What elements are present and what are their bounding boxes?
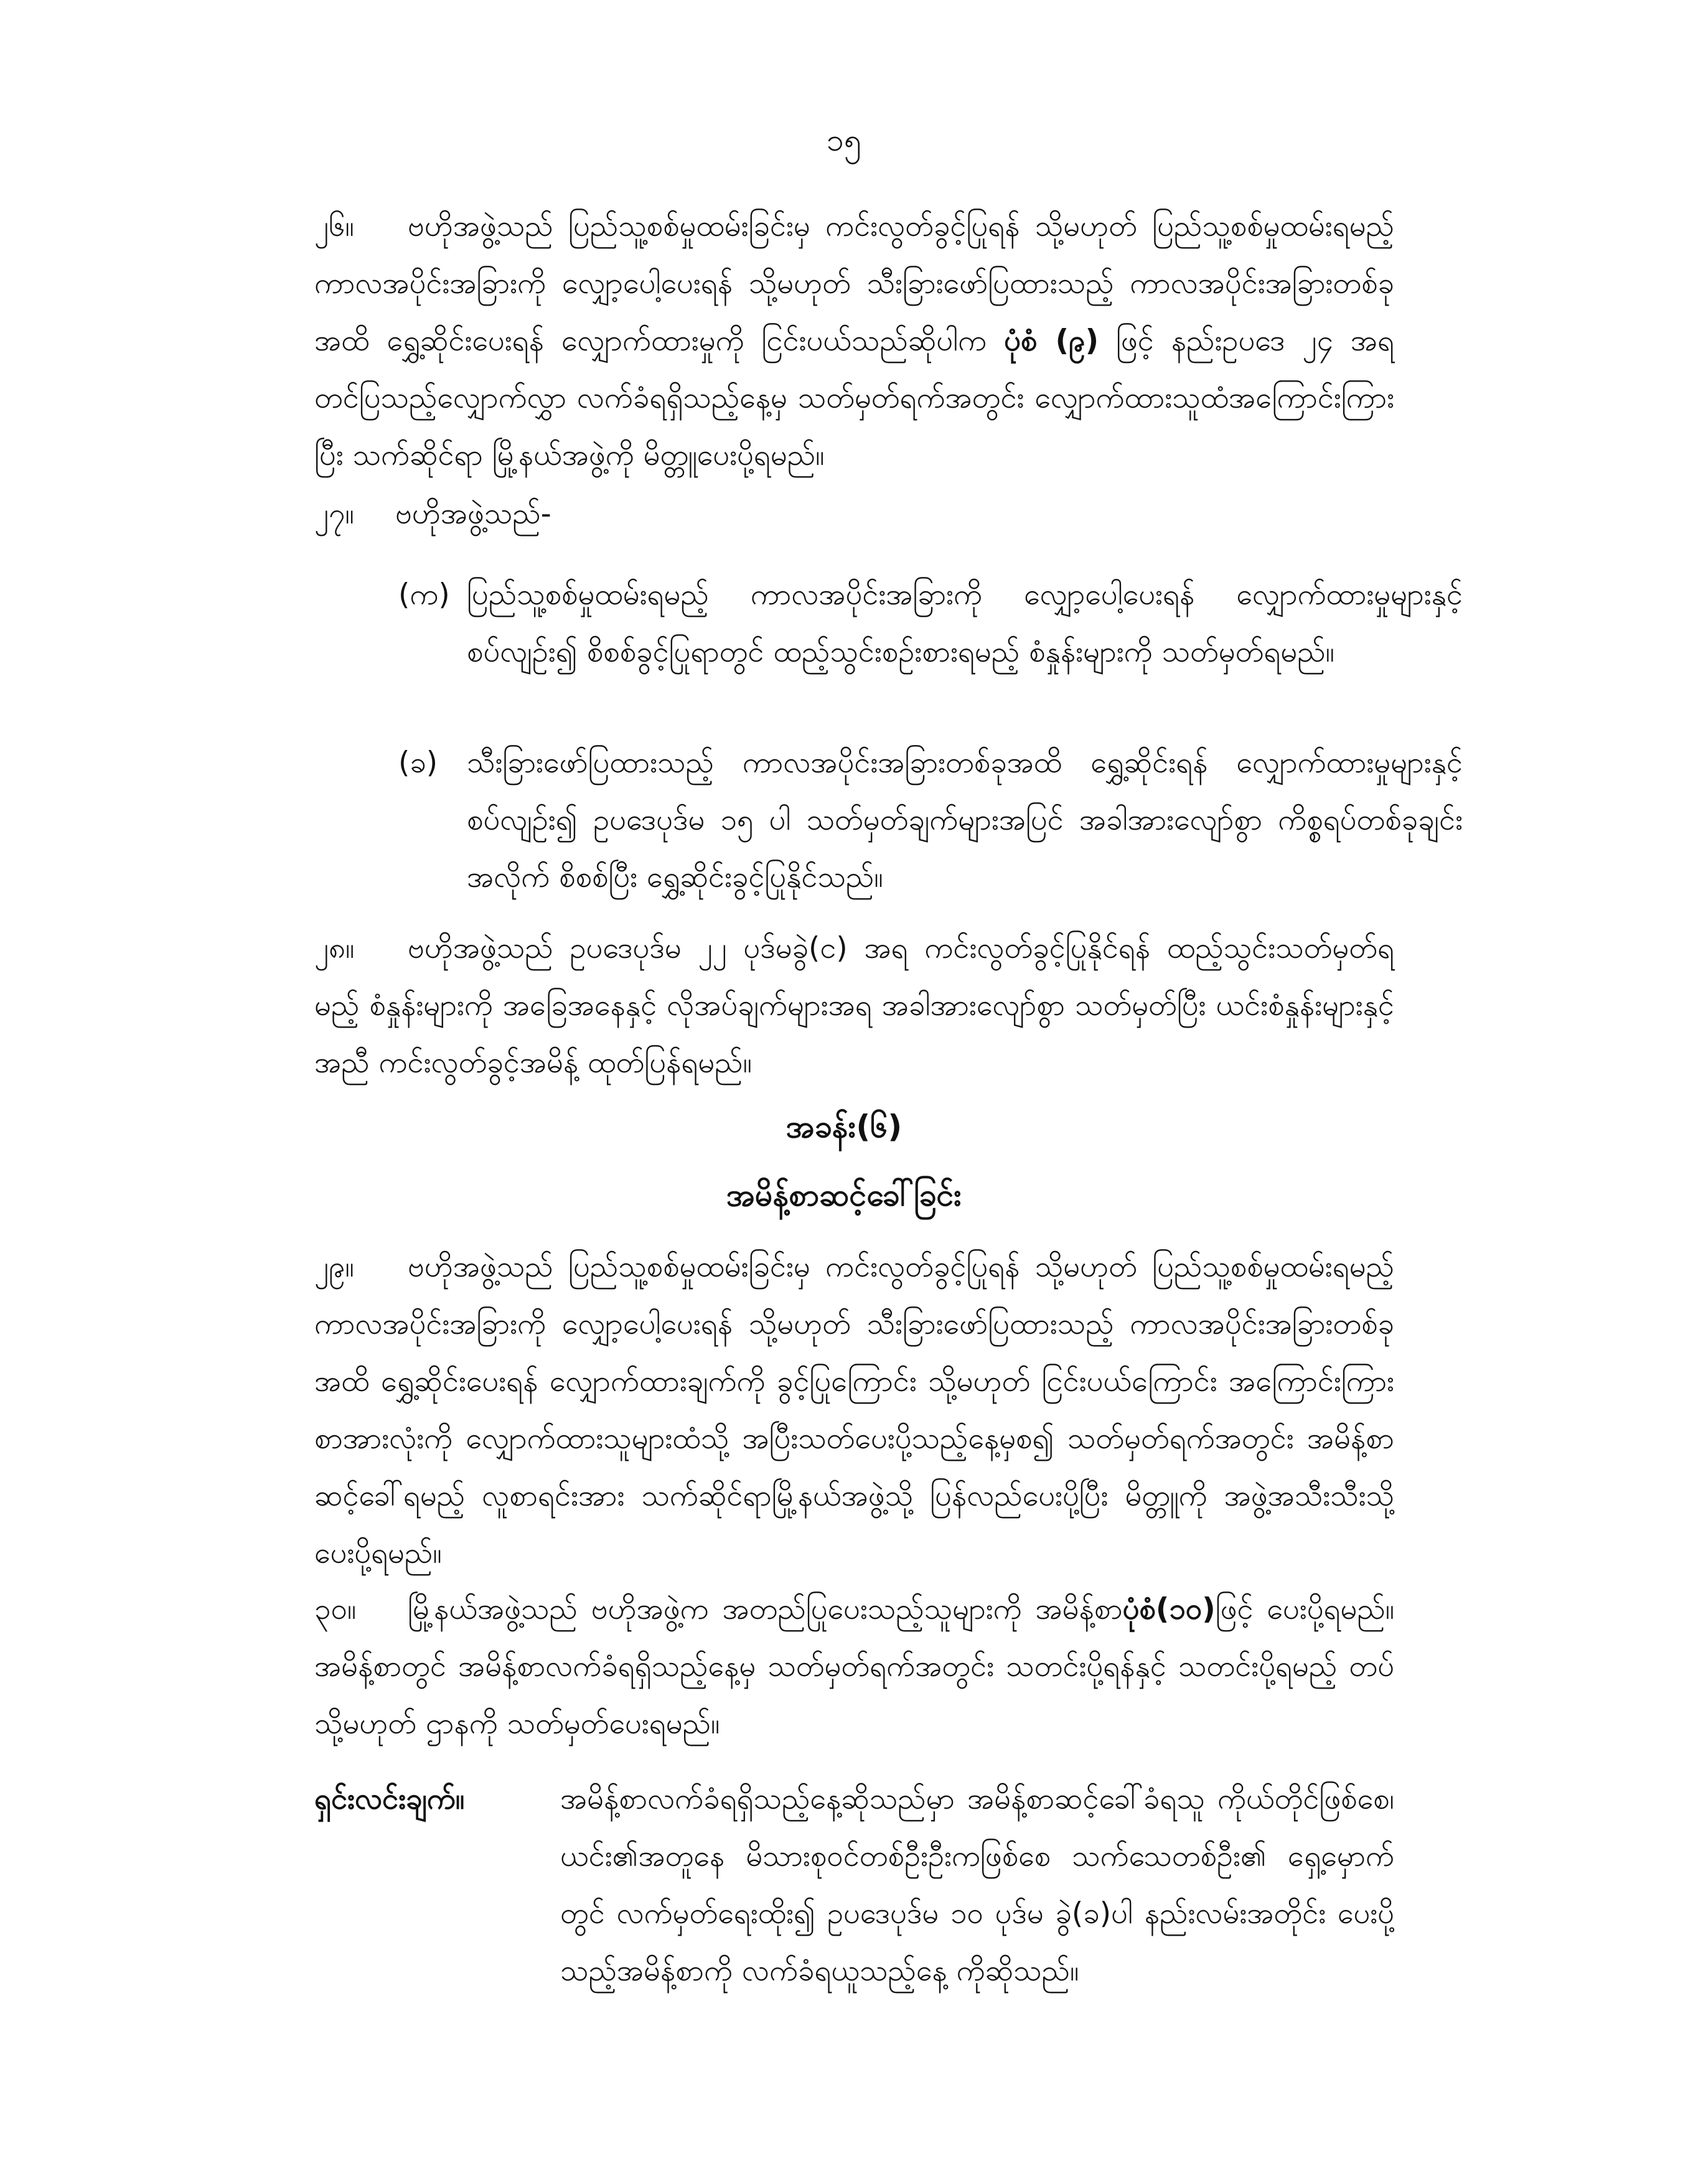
paragraph-number: ၂၆။ [314,209,354,243]
paragraph-number: ၂၉။ [314,1250,354,1284]
paragraph-number: ၂၈။ [314,931,355,965]
paragraph-number: ၂၇။ [314,497,354,531]
explanation-label: ရှင်းလင်းချက်။ [314,1782,465,1816]
paragraph-text: ဗဟိုအဖွဲ့သည် ပြည်သူ့စစ်မှုထမ်းခြင်းမှ ကင်းလွတ်ခွင့်ပြုရန် သို့မဟုတ် ပြည်သူ့စစ်မှုထမ်းရမည့် ကာလအပိုင်းအခြားကို လျှော့ပေါ့ပေးရန် သို့မဟုတ် သီးခြားဖော်ပြထားသည့် ကာလအပိုင်းအခြားတစ်ခုအထိ ရွှေ့ဆိုင်းပေးရန် လျှောက်ထားချက်ကို ခွင့်ပြုကြောင်း သို့မဟုတ် ငြင်းပယ်ကြောင်း အကြောင်းကြားစာအားလုံးကို လျှောက်ထားသူများထံသို့ အပြီးသတ်ပေးပို့သည့်နေ့မှစ၍ သတ်မှတ်ရက်အတွင်း အမိန့်စာဆင့်ခေါ်ရမည့် လူစာရင်းအား သက်ဆိုင်ရာမြို့နယ်အဖွဲ့သို့ ပြန်လည်ပေးပို့ပြီး မိတ္တူကို အဖွဲ့အသီးသီးသို့ပေးပို့ရမည်။ [314,1250,1394,1570]
page-number: ၁၅ [826,122,862,158]
paragraph-text: ဗဟိုအဖွဲ့သည် ပြည်သူ့စစ်မှုထမ်းခြင်းမှ ကင်းလွတ်ခွင့်ပြုရန် သို့မဟုတ် ပြည်သူ့စစ်မှုထမ်းရမည့် ကာလအပိုင်းအခြားကို လျှော့ပေါ့ပေးရန် သို့မဟုတ် သီးခြားဖော်ပြထားသည့် ကာလအပိုင်းအခြားတစ်ခုအထိ ရွှေ့ဆိုင်းပေးရန် လျှောက်ထားမှုကို ငြင်းပယ်သည်ဆိုပါက [314,209,1394,358]
sub-clause-text: ပြည်သူ့စစ်မှုထမ်းရမည့် ကာလအပိုင်းအခြားကို လျှော့ပေါ့ပေးရန် လျှောက်ထားမှုများနှင့်စပ်လျဉ်း၍ စိစစ်ခွင့်ပြုရာတွင် ထည့်သွင်းစဉ်းစားရမည့် စံနှုန်းများကို သတ်မှတ်ရမည်။ [467,578,1463,669]
paragraph-text: ဗဟိုအဖွဲ့သည်- [395,497,551,531]
paragraph-28 [314,920,1394,1092]
paragraph-29 [314,1239,1394,1582]
chapter-number: အခန်း(၆) [785,1108,903,1145]
paragraph-text: မြို့နယ်အဖွဲ့သည် ဗဟိုအဖွဲ့က အတည်ပြုပေးသည့်သူများကို အမိန့်စာ [408,1592,1123,1626]
sub-clause-mark: (ခ) [398,746,438,780]
explanation-text: အမိန့်စာလက်ခံရရှိသည့်နေ့ဆိုသည်မှာ အမိန့်စာဆင့်ခေါ်ခံရသူ ကိုယ်တိုင်ဖြစ်စေ၊ ယင်း၏အတူနေ မိသားစုဝင်တစ်ဦးဦးကဖြစ်စေ သက်သေတစ်ဦး၏ ရှေ့မှောက်တွင် လက်မှတ်ရေးထိုး၍ ဥပဒေပုဒ်မ ၁၀ ပုဒ်မ ခွဲ(ခ)ပါ နည်းလမ်းအတိုင်း ပေးပို့သည့်အမိန့်စာကို လက်ခံရယူသည့်နေ့ ကိုဆိုသည်။ [560,1782,1394,1988]
sub-clause-mark: (က) [398,578,450,612]
paragraph-text-continued: ဖြင့် ပေးပို့ရမည်။ အမိန့်စာတွင် အမိန့်စာလက်ခံရရှိသည့်နေ့မှ သတ်မှတ်ရက်အတွင်း သတင်းပို့ရန်နှင့် သတင်းပို့ရမည့် တပ် သို့မဟုတ် ဌာနကို သတ်မှတ်ပေးရမည်။ [314,1592,1395,1741]
sub-clause-text: သီးခြားဖော်ပြထားသည့် ကာလအပိုင်းအခြားတစ်ခုအထိ ရွှေ့ဆိုင်းရန် လျှောက်ထားမှုများနှင့်စပ်လျဉ်း၍ ဥပဒေပုဒ်မ ၁၅ ပါ သတ်မှတ်ချက်များအပြင် အခါအားလျော်စွာ ကိစ္စရပ်တစ်ခုချင်းအလိုက် စိစစ်ပြီး ရွှေ့ဆိုင်းခွင့်ပြုနိုင်သည်။ [467,746,1463,894]
paragraph-text-continued: ဖြင့် နည်းဥပဒေ ၂၄ အရ တင်ပြသည့်လျှောက်လွှာ လက်ခံရရှိသည့်နေ့မှ သတ်မှတ်ရက်အတွင်း လျှောက်ထားသူထံအကြောင်းကြားပြီး သက်ဆိုင်ရာ မြို့နယ်အဖွဲ့ကို မိတ္တူပေးပို့ရမည်။ [314,324,1394,472]
paragraph-text: ဗဟိုအဖွဲ့သည် ဥပဒေပုဒ်မ ၂၂ ပုဒ်မခွဲ(င) အရ ကင်းလွတ်ခွင့်ပြုနိုင်ရန် ထည့်သွင်းသတ်မှတ်ရမည့် စံနှုန်းများကို အခြေအနေနှင့် လိုအပ်ချက်များအရ အခါအားလျော်စွာ သတ်မှတ်ပြီး ယင်းစံနှုန်းများနှင့်အညီ ကင်းလွတ်ခွင့်အမိန့် ထုတ်ပြန်ရမည်။ [314,931,1394,1080]
form-reference: ပုံစံ (၉) [1004,324,1099,358]
paragraph-number: ၃၀။ [314,1592,357,1626]
chapter-title: အမိန့်စာဆင့်ခေါ်ခြင်း [726,1177,962,1213]
paragraph-26 [314,198,1394,484]
form-reference: ပုံစံ(၁၀) [1122,1592,1216,1626]
sub-clause-kha [398,734,1463,906]
paragraph-30 [314,1581,1394,1753]
paragraph-27 [314,485,1394,543]
sub-clause-ka [398,566,1463,681]
